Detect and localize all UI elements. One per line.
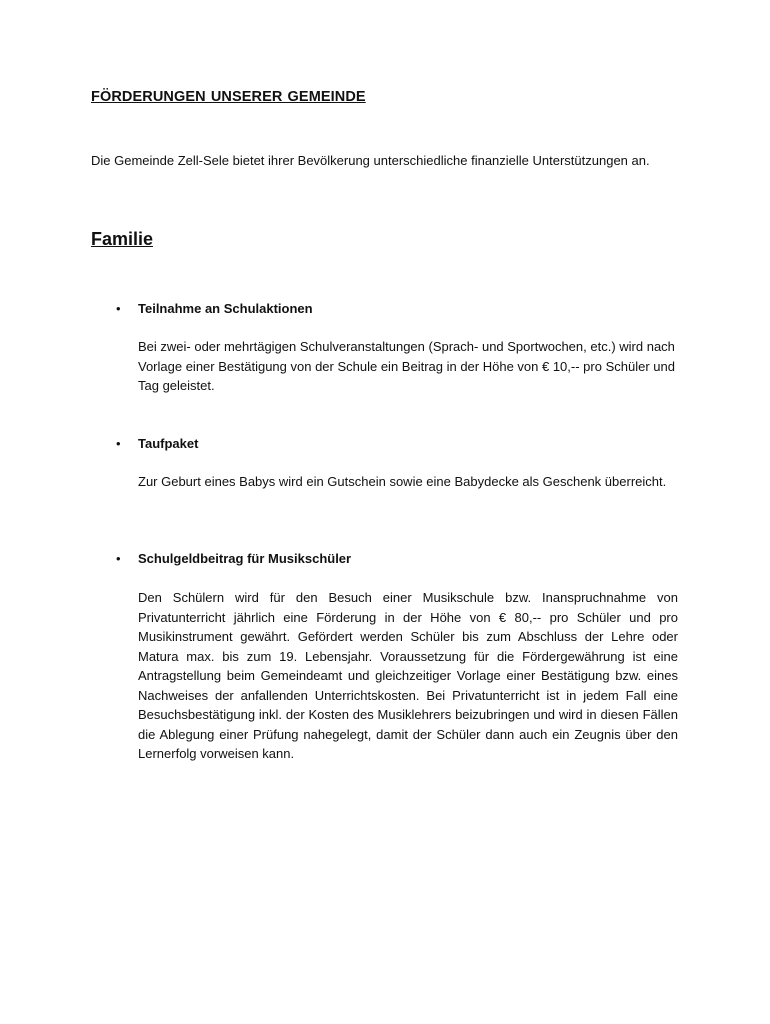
section-title-familie: Familie	[91, 229, 154, 249]
document-title: FÖRDERUNGEN UNSERER GEMEINDE	[91, 89, 366, 105]
list-item-body: Bei zwei- oder mehrtägigen Schulveranstaltungen (Sprach- und Sportwochen, etc.) wird nach Vorlage einer Bestätigung von der Schule ein Beitrag in der Höhe von € 10,-- pro Schüler und Tag geleistet.	[138, 339, 675, 393]
list-item-title: Schulgeldbeitrag für Musikschüler	[138, 551, 352, 566]
bullet-icon: •	[116, 301, 121, 316]
list-item-schulaktionen	[91, 299, 691, 396]
list-item-head	[91, 299, 691, 319]
list-item-taufpaket	[91, 434, 691, 492]
list-item-head	[91, 549, 691, 569]
list-item-head	[91, 434, 691, 454]
list-item-body: Zur Geburt eines Babys wird ein Gutschein sowie eine Babydecke als Geschenk überreicht.	[138, 474, 667, 489]
list-item-title: Teilnahme an Schulaktionen	[138, 301, 313, 316]
bullet-icon: •	[116, 436, 121, 451]
list-item-musikschueler	[91, 549, 691, 764]
list-item-body: Den Schülern wird für den Besuch einer Musikschule bzw. Inanspruchnahme von Privatunterricht jährlich eine Förderung in der Höhe von € 80,-- pro Schüler und pro Musikinstrument gewährt. Gefördert werden Schüler bis zum Abschluss der Lehre oder Matura max. bis zum 19. Lebensjahr. Voraussetzung für die Fördergewährung ist eine Antragstellung beim Gemeindeamt und gleichzeitiger Vorlage einer Bestätigung bzw. eines Nachweises der anfallenden Unterrichtskosten. Bei Privatunterricht ist in jedem Fall eine Besuchsbestätigung inkl. der Kosten des Musiklehrers beizubringen und wird in diesen Fällen die Ablegung einer Prüfung nahegelegt, damit der Schüler dann auch ein Zeugnis über den Lernerfolg vorweisen kann.	[138, 590, 678, 761]
bullet-icon: •	[116, 551, 121, 566]
list-item-title: Taufpaket	[138, 436, 199, 451]
intro-paragraph: Die Gemeinde Zell-Sele bietet ihrer Bevölkerung unterschiedliche finanzielle Unterstützungen an.	[91, 153, 650, 168]
